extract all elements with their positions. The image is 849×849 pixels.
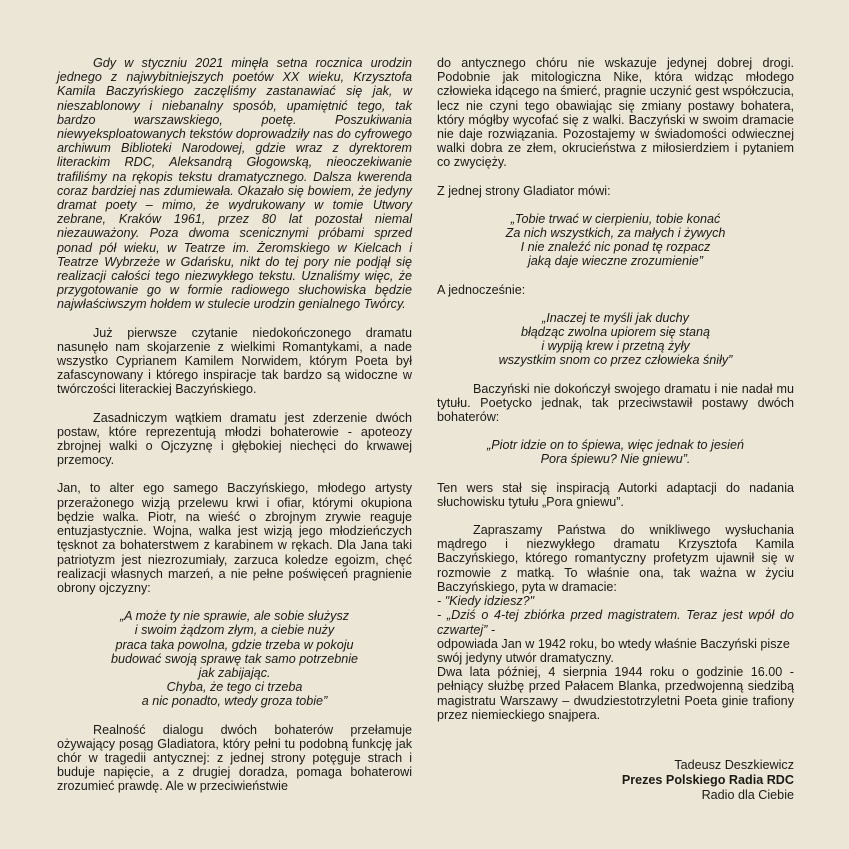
simultaneous-intro: A jednocześnie: <box>437 282 526 297</box>
unfinished-paragraph: Baczyński nie dokończył swojego dramatu i nie nadał mu tytułu. Poetycko jednak, tak przeciwstawił postawy dwóch bohaterów: <box>437 381 794 425</box>
left-column <box>57 56 412 794</box>
intro-paragraph: Gdy w styczniu 2021 minęła setna rocznica urodzin jednego z najwybitniejszych poetów XX wieku, Krzysztofa Kamila Baczyńskiego zaczęliśmy zastanawiać się jak, w nieszablonowy i niebanalny sposób, upamiętnić tego, tak bardzo warszawskiego, poetę. Poszukiwania niewyeksploatowanych tekstów doprowadziły nas do cyfrowego archiwum Biblioteki Narodowej, gdzie wraz z dyrektorem literackim RDC, Aleksandrą Głogowską, nieoczekiwanie trafiliśmy na rękopis tekstu dramatycznego. Dalsza kwerenda coraz bardziej nas zdumiewała. Okazało się bowiem, że jedyny dramat poety – mimo, że wydrukowany w tomie Utwory zebrane, Kraków 1961, przez 80 lat pozostał niemal niezauważony. Poza dwoma scenicznymi próbami sprzed ponad pół wieku, w Teatrze im. Żeromskiego w Kielcach i Teatrze Wybrzeże w Gdańsku, nikt do tej pory nie podjął się realizacji całości tego niezwykłego tekstu. Uznaliśmy więc, że przygotowanie go w formie radiowego słuchowiska będzie najwłaściwszym hołdem w stulecie urodzin genialnego Twórcy. <box>57 56 412 312</box>
quote-line: jaką daje wieczne zrozumienie” <box>528 254 703 269</box>
quote-line: „Piotr idzie on to śpiewa, więc jednak to jesień <box>487 438 744 453</box>
quote-line: i wypiją krew i przetną żyły <box>541 339 690 354</box>
quote-line: „A może ty nie sprawie, ale sobie służysz <box>119 609 350 624</box>
quote-line: I nie znaleźć nic ponad tę rozpacz <box>520 240 711 255</box>
spirits-quote <box>437 311 794 368</box>
title-quote <box>437 438 794 466</box>
dialog-answer: - „Dziś o 4-tej zbiórka przed magistratem. Teraz jest wpół do czwartej” - <box>437 608 794 637</box>
death-paragraph: Dwa lata później, 4 sierpnia 1944 roku o godzinie 16.00 - pełniący służbę przed Pałacem Blanka, przedwojenną siedzibą magistratu Warszawy – dwudziestotrzyletni Poeta ginie trafiony przez niemieckiego snajpera. <box>437 665 794 722</box>
jan-quote <box>57 609 412 708</box>
jan-paragraph: Jan, to alter ego samego Baczyńskiego, młodego artysty przerażonego wizją przelewu krwi i ofiar, którymi okupiona będzie walka. Piotr, na wieść o zbrojnym zrywie reaguje entuzjastycznie. Wojna, walka jest wizją jego młodzieńczych tęsknot za bohaterstwem z karabinem w rękach. Dla Jana taki patriotyzm jest niezrozumiały, zarzuca koledze egoizm, chęć realizacji własnych marzeń, a nie pełne poświęceń pragnienie obrony ojczyzny: <box>57 481 412 595</box>
gladiator-quote <box>437 212 794 269</box>
quote-line: błądząc zwolna upiorem się staną <box>520 325 710 340</box>
answer-paragraph: odpowiada Jan w 1942 roku, bo wtedy właśnie Baczyński pisze swój jedyny utwór dramatyczny. <box>437 636 790 665</box>
quote-line: praca taka powolna, gdzie trzeba w pokoju <box>115 637 354 652</box>
signature-title: Prezes Polskiego Radia RDC <box>621 772 794 787</box>
right-column <box>437 56 794 803</box>
theme-paragraph: Zasadniczym wątkiem dramatu jest zderzenie dwóch postaw, które reprezentują młodzi bohaterowie - apoteozy zbrojnej walki o Ojczyznę i głębokiej niechęci do krwawej przemocy. <box>57 410 412 468</box>
quote-line: budować swoją sprawę tak samo potrzebnie <box>110 651 359 666</box>
quote-line: jak zabijając. <box>198 665 271 680</box>
quote-line: Pora śpiewu? Nie gniewu”. <box>540 452 691 467</box>
gladiator-intro: Z jednej strony Gladiator mówi: <box>437 183 611 198</box>
quote-line: a nic ponadto, wtedy groza tobie” <box>141 694 328 709</box>
quote-line: „Tobie trwać w cierpieniu, tobie konać <box>510 211 721 226</box>
dialog-question: - "Kiedy idziesz?" <box>437 594 535 609</box>
quote-line: wszystkim snom co przez człowieka śniły” <box>498 353 733 368</box>
signature-name: Tadeusz Deszkiewicz <box>674 757 794 772</box>
title-paragraph: Ten wers stał się inspiracją Autorki adaptacji do nadania słuchowisku tytułu „Pora gniewu”. <box>437 480 794 509</box>
quote-line: Za nich wszystkich, za małych i żywych <box>505 226 726 241</box>
romantics-paragraph: Już pierwsze czytanie niedokończonego dramatu nasunęło nam skojarzenie z wielkimi Romantykami, a nade wszystko Cyprianem Kamilem Norwidem, którym Poeta był zafascynowany i którego inspiracje tak bardzo są widoczne w twórczości literackiej Baczyńskiego. <box>57 325 412 397</box>
signature-block <box>437 758 794 803</box>
quote-line: „Inaczej te myśli jak duchy <box>542 310 689 325</box>
chorus-paragraph: do antycznego chóru nie wskazuje jedynej dobrej drogi. Podobnie jak mitologiczna Nike, która widząc młodego człowieka idącego na śmierć, pragnie uczynić gest współczucia, lecz nie czyni tego obawiając się zmiany postawy bohatera, który mógłby wycofać się z walki. Baczyński w swoim dramacie nie daje rozwiązania. Pozostajemy w świadomości odwiecznej walki dobra ze złem, okrucieństwa z miłosierdziem i pytaniem co zwycięży. <box>437 56 794 170</box>
gladiator-paragraph: Realność dialogu dwóch bohaterów przełamuje ożywający posąg Gladiatora, który pełni tu podobną funkcję jak chór w tragedii antycznej: z jednej strony potęguje strach i buduje napięcie, a z drugiej doradza, pomaga bohaterowi zrozumieć prawdę. Ale w przeciwieństwie <box>57 722 412 794</box>
signature-station: Radio dla Ciebie <box>701 787 794 802</box>
quote-line: Chyba, że tego ci trzeba <box>166 680 303 695</box>
invitation-paragraph: Zapraszamy Państwa do wnikliwego wysłuchania mądrego i niezwykłego dramatu Krzysztofa Kamila Baczyńskiego, którego romantyczny profetyzm ujawnił się w rozmowie z matką. To właśnie ona, tak ważna w życiu Baczyńskiego, pyta w dramacie: <box>437 523 794 594</box>
quote-line: i swoim żądzom złym, a ciebie nuży <box>134 623 335 638</box>
